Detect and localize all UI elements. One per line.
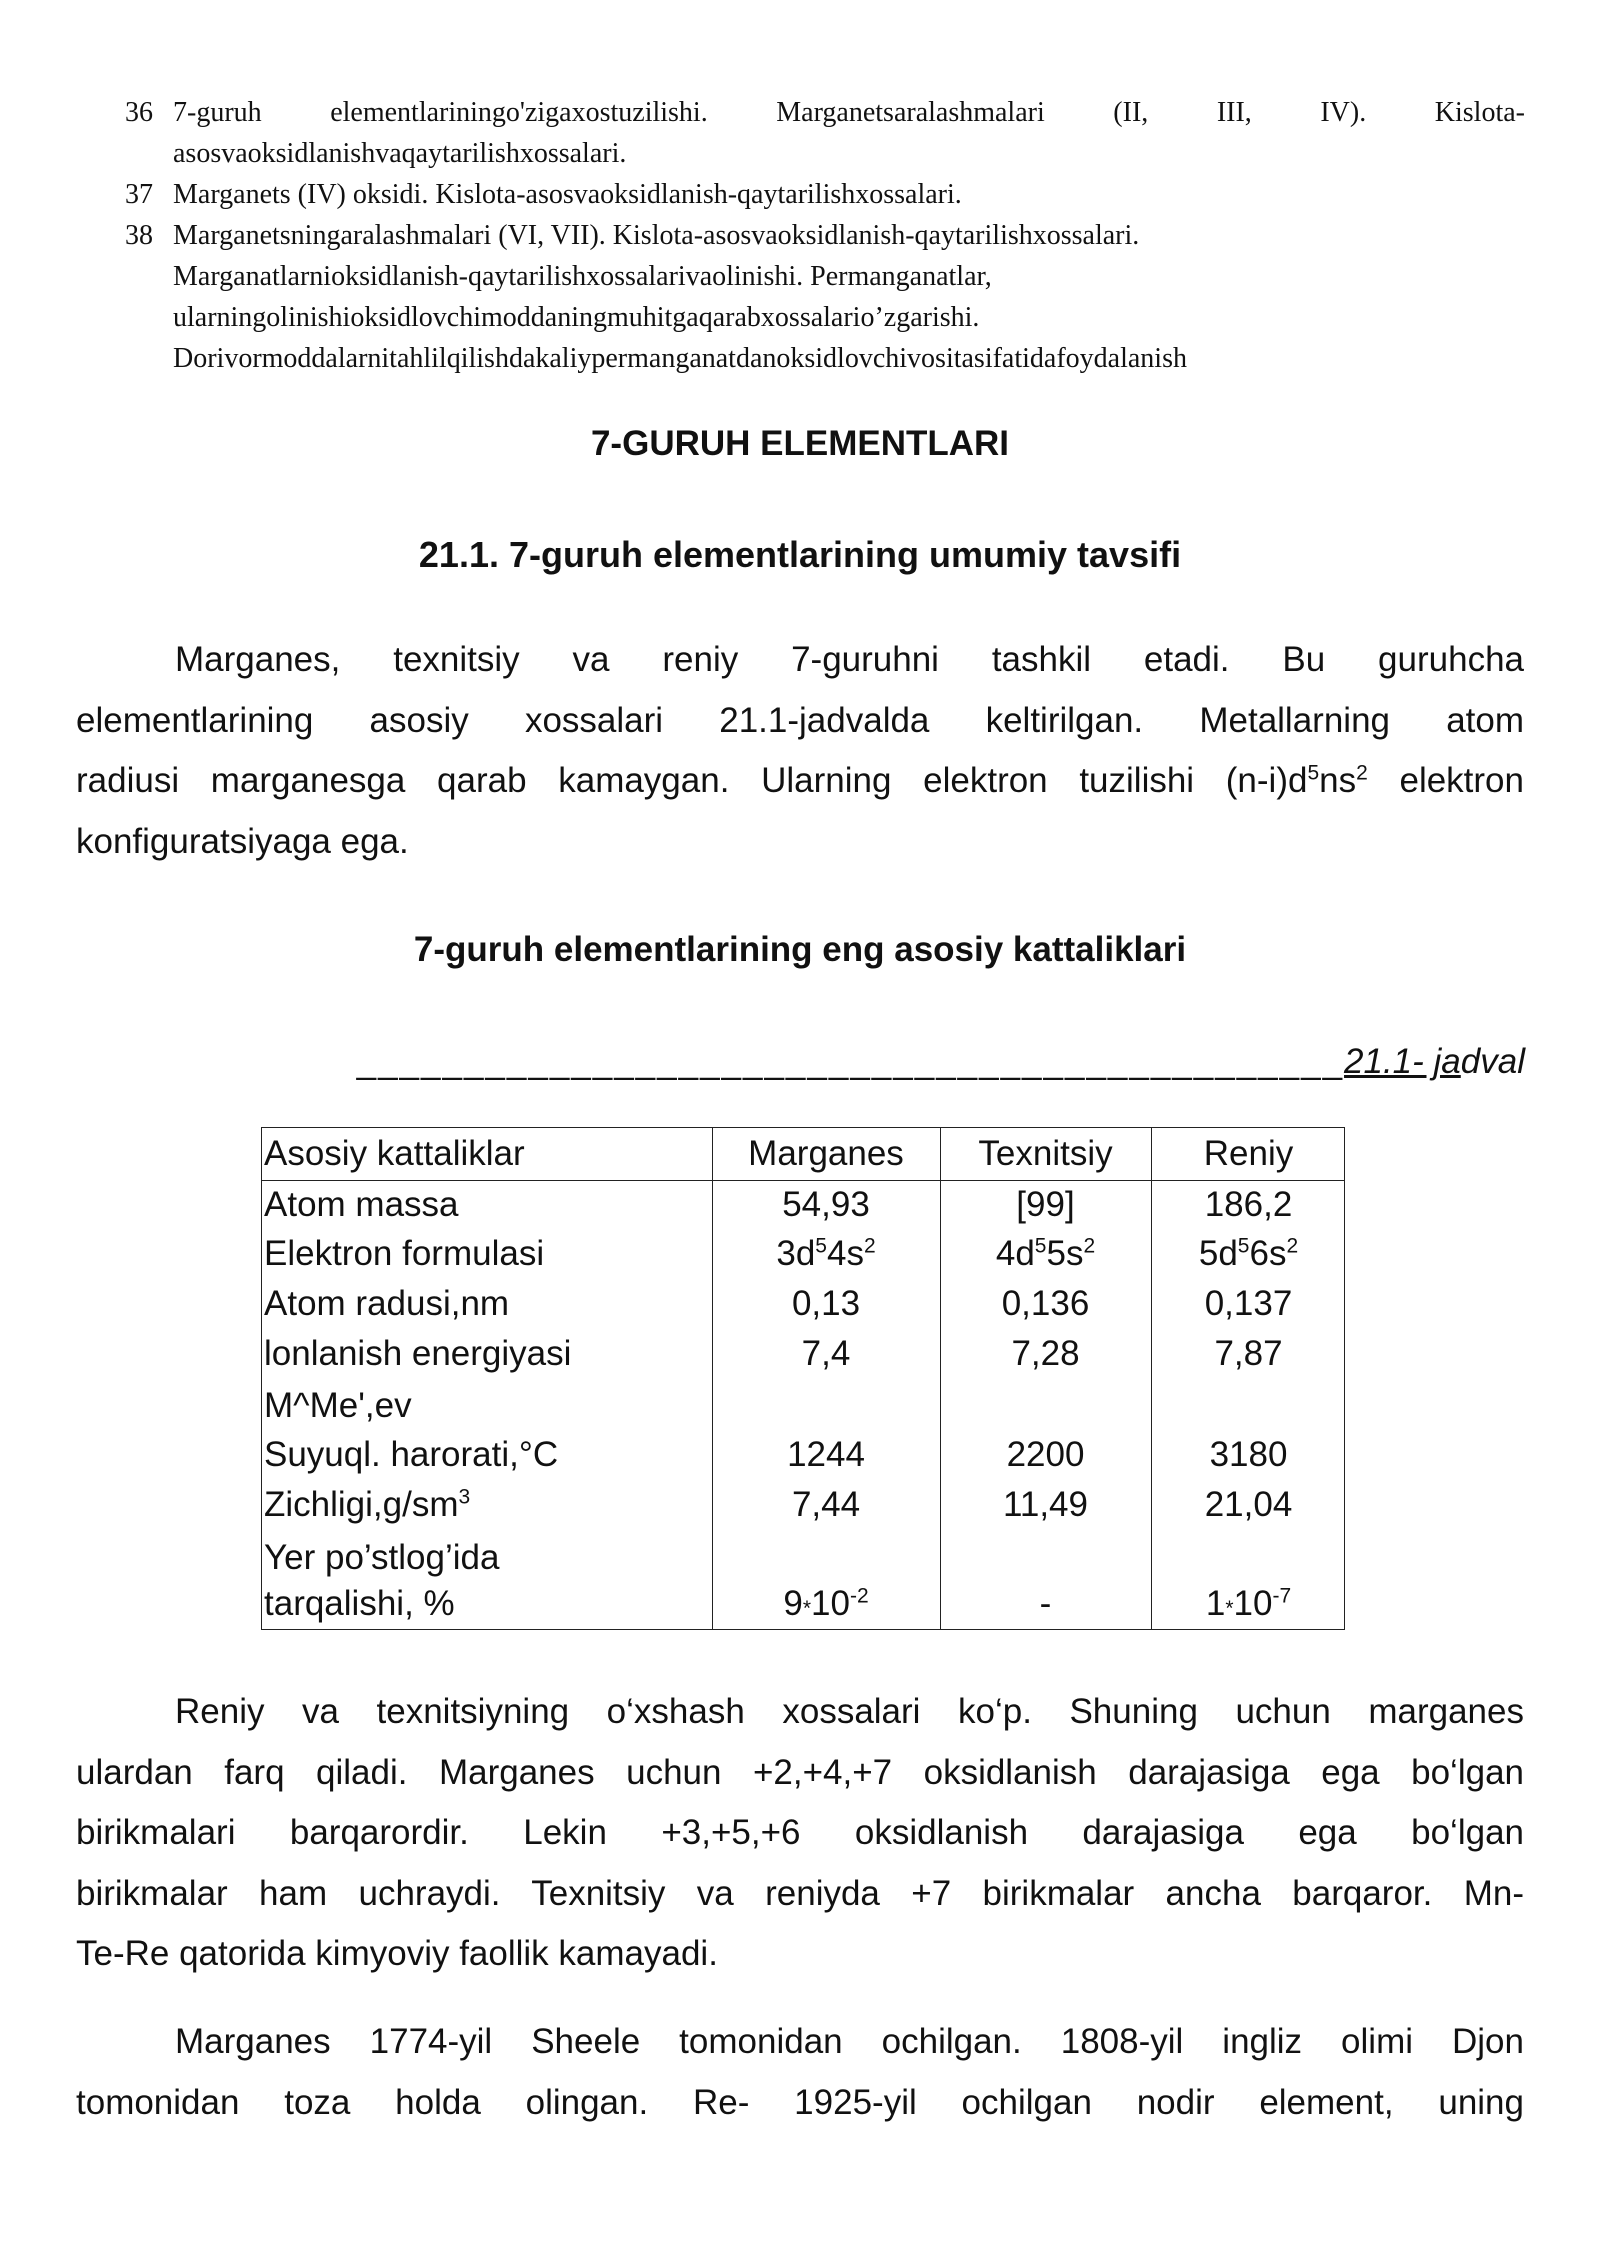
element-properties-table [261,1127,1345,1630]
topic-number: 38 [125,220,153,251]
topic-line: 7-guruh elementlariningo'zigaxostuzilishi. Marganetsaralashmalari (II, III, IV). Kislota- [173,97,1525,128]
paragraph-line: Marganes 1774-yil Sheele tomonidan ochilgan. 1808-yil ingliz olimi Djon [175,2022,1524,2061]
paragraph-line: radiusi marganesga qarab kamaygan. Ularning elektron tuzilishi $(n-i)d^5ns^2$ elektron [76,761,1524,800]
table-cell: 21,04 [1204,1485,1293,1524]
table-cell: Yer po’stlog’ida [264,1538,500,1577]
table-caption: 7-guruh elementlarining eng asosiy kattaliklari [413,930,1187,969]
table-cell: Atom massa [264,1185,459,1224]
paragraph-line: ulardan farq qiladi. Marganes uchun +2,+4,+7 oksidlanish darajasiga ega bo‘lgan [76,1752,1524,1792]
table-cell: 3180 [1209,1435,1288,1474]
table-header-cell: Reniy [1203,1134,1294,1173]
topic-item-38 [125,215,1525,379]
topic-number: 37 [125,179,153,210]
table-cell: tarqalishi, % [264,1584,455,1623]
table-cell: 7,4 [801,1334,851,1373]
topic-line: asosvaoksidlanishvaqaytarilishxossalari. [173,138,627,169]
table-cell: 0,137 [1204,1284,1293,1323]
paragraph-line: birikmalar ham uchraydi. Texnitsiy va reniyda +7 birikmalar ancha barqaror. Mn- [76,1873,1524,1913]
topic-line: Marganetsningaralashmalari (VI, VII). Kislota-asosvaoksidlanish-qaytarilishxossalari. [173,220,1140,251]
table-cell: 0,13 [791,1284,861,1323]
table-cell: lonlanish energiyasi [264,1334,572,1373]
table-cell: Atom radusi,nm [264,1284,510,1323]
table-cell: 2200 [1006,1435,1085,1474]
paragraph-line: konfiguratsiyaga ega. [76,821,409,861]
table-cell: [99] [1016,1185,1075,1224]
paragraph-line: elementlarining asosiy xossalari 21.1-jadvalda keltirilgan. Metallarning atom [76,700,1524,740]
topic-item-36 [125,92,1525,174]
table-cell: $3d^54s^2$ [776,1234,876,1273]
table-cell: 7,28 [1011,1334,1080,1373]
table-cell: $Zichligi,g/sm^3$ [264,1485,471,1524]
table-cell: 186,2 [1204,1185,1293,1224]
table-cell: $4d^55s^2$ [995,1234,1096,1273]
table-header-cell: Asosiy kattaliklar [264,1134,525,1173]
table-cell: 54,93 [782,1185,870,1224]
paragraph-line: Reniy va texnitsiyning o‘xshash xossalari ko‘p. Shuning uchun marganes [175,1692,1524,1731]
topic-line: ularningolinishioksidlovchimoddaningmuhitgaqarabxossalario’zgarishi. [173,302,980,333]
topic-line: Marganets (IV) oksidi. Kislota-asosvaoksidlanish-qaytarilishxossalari. [173,179,962,210]
paragraph-line: tomonidan toza holda olingan. Re- 1925-yil ochilgan nodir element, uning [76,2082,1524,2122]
table-header-cell: Texnitsiy [978,1134,1113,1173]
topic-line: Marganatlarnioksidlanish-qaytarilishxossalarivaolinishi. Permanganatlar, [173,261,992,292]
comparison-paragraph [76,1682,1524,1985]
chapter-title: 7-GURUH ELEMENTLARI [590,424,1010,463]
table-cell: 1244 [787,1435,865,1474]
table-cell: 0,136 [1001,1284,1090,1323]
history-paragraph [76,2012,1524,2133]
topic-line: Dorivormoddalarnitahlilqilishdakaliypermanganatdanoksidlovchivositasifatidafoydalanish [173,343,1187,374]
table-cell: $5d^56s^2$ [1198,1234,1299,1273]
topic-item-37 [125,174,1525,215]
paragraph-line: Te-Re qatorida kimyoviy faollik kamayadi. [76,1934,718,1973]
table-cell: 7,44 [791,1485,861,1524]
table-cell: $9*10^{-2}$ [783,1584,869,1623]
table-cell: Suyuql. harorati,°C [264,1435,559,1474]
table-cell: M^Me',ev [264,1386,412,1425]
table-cell: Elektron formulasi [264,1234,545,1273]
paragraph-line: birikmalari barqarordir. Lekin +3,+5,+6 oksidlanish darajasiga ega bo‘lgan [76,1813,1524,1852]
table-cell: - [1039,1584,1052,1623]
intro-paragraph [76,630,1524,872]
table-number-label: ______________________________________________21.1- jadval [356,1042,1525,1081]
table-cell: $1*10^{-7}$ [1205,1584,1292,1623]
table-header-cell: Marganes [748,1134,904,1173]
topic-list [125,92,1525,379]
section-title: 21.1. 7-guruh elementlarining umumiy tavsifi [418,534,1182,575]
table-cell: 11,49 [1003,1485,1088,1524]
paragraph-line: Marganes, texnitsiy va reniy 7-guruhni tashkil etadi. Bu guruhcha [175,640,1524,679]
table-cell: 7,87 [1214,1334,1283,1373]
topic-number: 36 [125,97,153,128]
